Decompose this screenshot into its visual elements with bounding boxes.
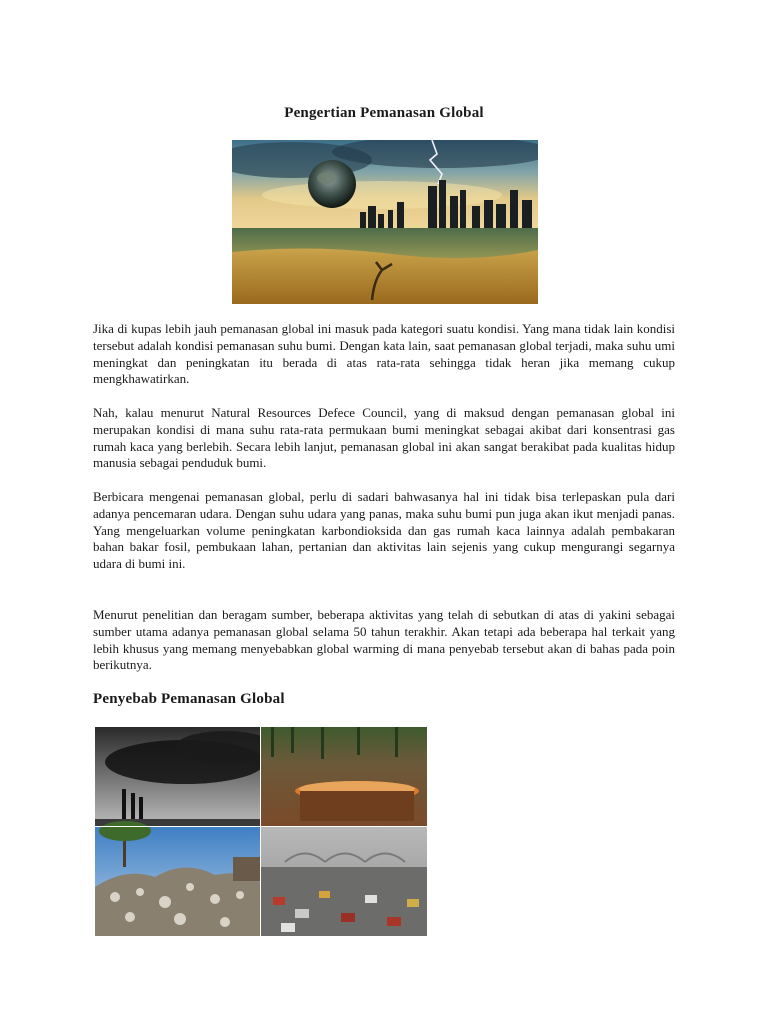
page-title: Pengertian Pemanasan Global	[284, 105, 484, 121]
section-heading: Penyebab Pemanasan Global	[93, 691, 285, 707]
paragraph: Jika di kupas lebih jauh pemanasan global ini masuk pada kategori suatu kondisi. Yang mana tidak lain kondisi tersebut adalah kondisi pemanasan suhu bumi. Dengan kata lain, saat pemanasan global terjadi, maka suhu umi meningkat dan peningkatan itu berada di atas rata-rata sehingga tidak heran jika memang cukup mengkhawatirkan.	[93, 321, 675, 387]
paragraph: Berbicara mengenai pemanasan global, perlu di sadari bahwasanya hal ini tidak bisa terlepaskan pula dari adanya pencemaran udara. Dengan suhu udara yang panas, maka suhu bumi pun juga akan ikut menjadi panas. Yang mengeluarkan volume peningkatan karbondioksida dan gas rumah kaca lainnya adalah pembakaran bahan bakar fosil, pembukaan lahan, pertanian dan aktivitas lain sejenis yang cukup mengurangi segarnya udara di bumi ini.	[93, 489, 675, 572]
causes-collage-image	[95, 727, 427, 936]
global-warming-image	[232, 140, 538, 304]
paragraph: Menurut penelitian dan beragam sumber, beberapa aktivitas yang telah di sebutkan di atas di yakini sebagai sumber utama adanya pemanasan global selama 50 tahun terakhir. Akan tetapi ada beberapa hal terkait yang lebih khusus yang memang menyebabkan global warming di mana penyebab tersebut akan di bahas pada poin berikutnya.	[93, 607, 675, 673]
paragraph: Nah, kalau menurut Natural Resources Defece Council, yang di maksud dengan pemanasan global ini merupakan kondisi di mana suhu rata-rata permukaan bumi meningkat sebagai akibat dari konsentrasi gas rumah kaca yang berlebih. Secara lebih lanjut, pemanasan global ini akan sangat berakibat pada kualitas hidup manusia sebagai penduduk bumi.	[93, 405, 675, 471]
